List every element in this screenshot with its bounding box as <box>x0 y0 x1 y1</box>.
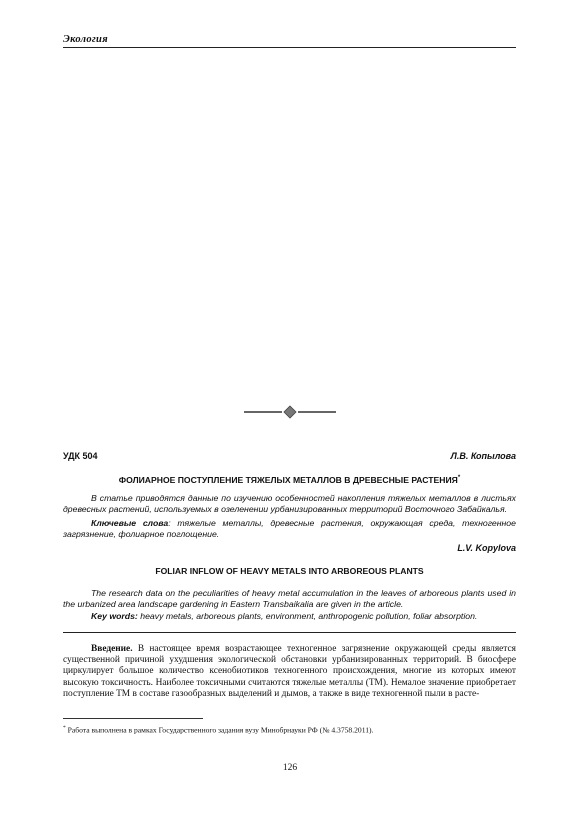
keywords-ru <box>63 518 516 539</box>
page-number: 126 <box>282 763 298 773</box>
section-ornament <box>244 405 336 419</box>
title-en: FOLIAR INFLOW OF HEAVY METALS INTO ARBOREOUS PLANTS <box>155 566 424 576</box>
udk-code: УДК 504 <box>63 451 98 461</box>
footnote-mark: * <box>63 725 66 731</box>
running-head: Экология <box>63 34 108 45</box>
abstract-ru-text: В статье приводятся данные по изучению особенностей накопления тяжелых металлов в листьях древесных растений, используемых в озеленении урбанизированных территорий Восточного Забайкалья. <box>63 493 516 514</box>
footnote <box>63 725 373 735</box>
title-ru <box>63 475 516 485</box>
footnote-marker: * <box>457 475 461 482</box>
intro-lead: Введение. <box>91 644 133 654</box>
author-ru: Л.В. Копылова <box>450 451 516 461</box>
abstract-ru <box>63 493 516 514</box>
keywords-ru-label: Ключевые слова <box>91 518 169 528</box>
introduction-paragraph <box>63 644 516 700</box>
footnote-text: Работа выполнена в рамках Государственного задания вузу Минобрнауки РФ (№ 4.3758.2011). <box>65 725 374 735</box>
keywords-ru-text: : тяжелые металлы, древесные растения, окружающая среда, техногенное загрязнение, фолиарное поглощение. <box>63 518 516 539</box>
header-rule <box>63 47 516 48</box>
keywords-en <box>63 611 516 622</box>
body-rule <box>63 632 516 633</box>
footnote-rule <box>63 718 203 719</box>
title-ru-text: ФОЛИАРНОЕ ПОСТУПЛЕНИЕ ТЯЖЕЛЫХ МЕТАЛЛОВ В ДРЕВЕСНЫЕ РАСТЕНИЯ <box>118 475 458 485</box>
intro-text: В настоящее время возрастающее техногенное загрязнение окружающей среды является существенной причиной ухудшения экологической обстановки урбанизированных территорий. В биосфере циркулирует большое количество ксенобиотиков техногенного происхождения, многие из которых имеют высокую токсичность. Наиболее токсичными считаются тяжелые металлы (ТМ). Немалое значение приобретает поступление ТМ в составе газообразных выделений и дымов, а также в виде техногенной пыли в расте- <box>63 644 516 699</box>
keywords-en-text: heavy metals, arboreous plants, environment, anthropogenic pollution, foliar absorption. <box>137 611 478 621</box>
abstract-en <box>63 588 516 609</box>
diamond-icon <box>284 406 296 418</box>
author-en: L.V. Kopylova <box>457 543 516 553</box>
keywords-en-label: Key words: <box>91 611 138 621</box>
abstract-en-text: The research data on the peculiarities of heavy metal accumulation in the leaves of arboreous plants used in the urbanized area landscape gardening in Eastern Transbaikalia are given in the article. <box>63 588 516 609</box>
